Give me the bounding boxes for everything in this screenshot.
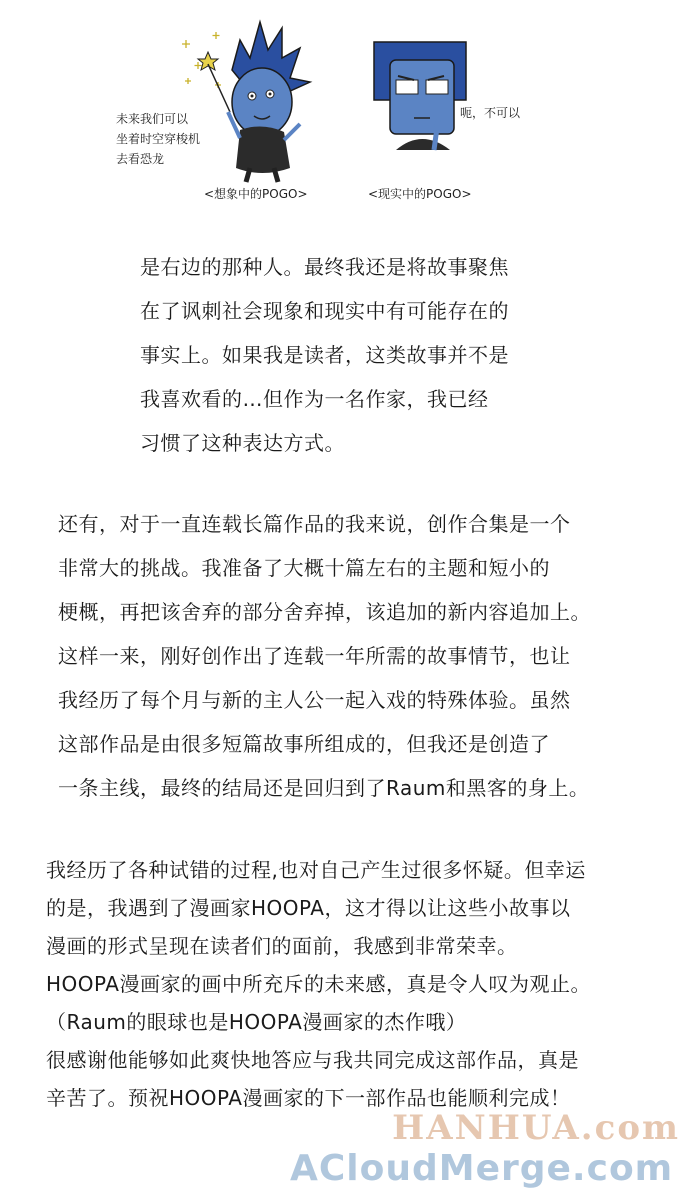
real-pogo-figure (374, 42, 466, 150)
watermark-top: HANHUA.com (392, 1108, 680, 1148)
watermark (290, 1108, 690, 1199)
text-line: 是右边的那种人。最终我还是将故事聚焦 (140, 255, 509, 279)
text-line: 事实上。如果我是读者，这类故事并不是 (140, 343, 509, 367)
text-line: （Raum的眼球也是HOOPA漫画家的杰作哦） (46, 1010, 467, 1034)
text-line: 很感谢他能够如此爽快地答应与我共同完成这部作品，真是 (46, 1048, 579, 1072)
text-line: 一条主线，最终的结局还是回归到了Raum和黑客的身上。 (58, 776, 590, 800)
text-line: 这部作品是由很多短篇故事所组成的，但我还是创造了 (58, 732, 550, 756)
text-line: 辛苦了。预祝HOOPA漫画家的下一部作品也能顺利完成！ (46, 1086, 571, 1110)
text-line: 习惯了这种表达方式。 (140, 431, 345, 455)
text-line: 我经历了各种试错的过程,也对自己产生过很多怀疑。但幸运 (46, 858, 586, 882)
paragraph-3 (46, 851, 591, 1117)
imagined-pogo-label: <想象中的POGO> (204, 187, 308, 201)
left-caption-line-2: 坐着时空穿梭机 (116, 132, 201, 146)
text-line: 的是，我遇到了漫画家HOOPA，这才得以让这些小故事以 (46, 896, 571, 920)
text-line: 在了讽刺社会现象和现实中有可能存在的 (140, 299, 509, 323)
left-caption-line-1: 未来我们可以 (116, 112, 189, 126)
text-line: 我经历了每个月与新的主人公一起入戏的特殊体验。虽然 (58, 688, 571, 712)
text-line: 非常大的挑战。我准备了大概十篇左右的主题和短小的 (58, 556, 550, 580)
text-line: 还有，对于一直连载长篇作品的我来说，创作合集是一个 (58, 512, 571, 536)
text-line: 梗概，再把该舍弃的部分舍弃掉，该追加的新内容追加上。 (58, 600, 591, 624)
paragraph-2 (58, 502, 591, 810)
left-caption-line-3: 去看恐龙 (116, 152, 165, 166)
watermark-bottom: ACloudMerge.com (290, 1148, 674, 1189)
imagined-pogo-figure (182, 22, 310, 182)
text-line: 这样一来，刚好创作出了连载一年所需的故事情节，也让 (58, 644, 571, 668)
pogo-comparison-illustration (100, 0, 520, 222)
right-speech: 呃，不可以 (460, 106, 520, 120)
paragraph-1 (140, 245, 509, 465)
text-line: 漫画的形式呈现在读者们的面前，我感到非常荣幸。 (46, 934, 518, 958)
text-line: 我喜欢看的…但作为一名作家，我已经 (140, 387, 489, 411)
real-pogo-label: <现实中的POGO> (368, 187, 472, 201)
text-line: HOOPA漫画家的画中所充斥的未来感，真是令人叹为观止。 (46, 972, 591, 996)
